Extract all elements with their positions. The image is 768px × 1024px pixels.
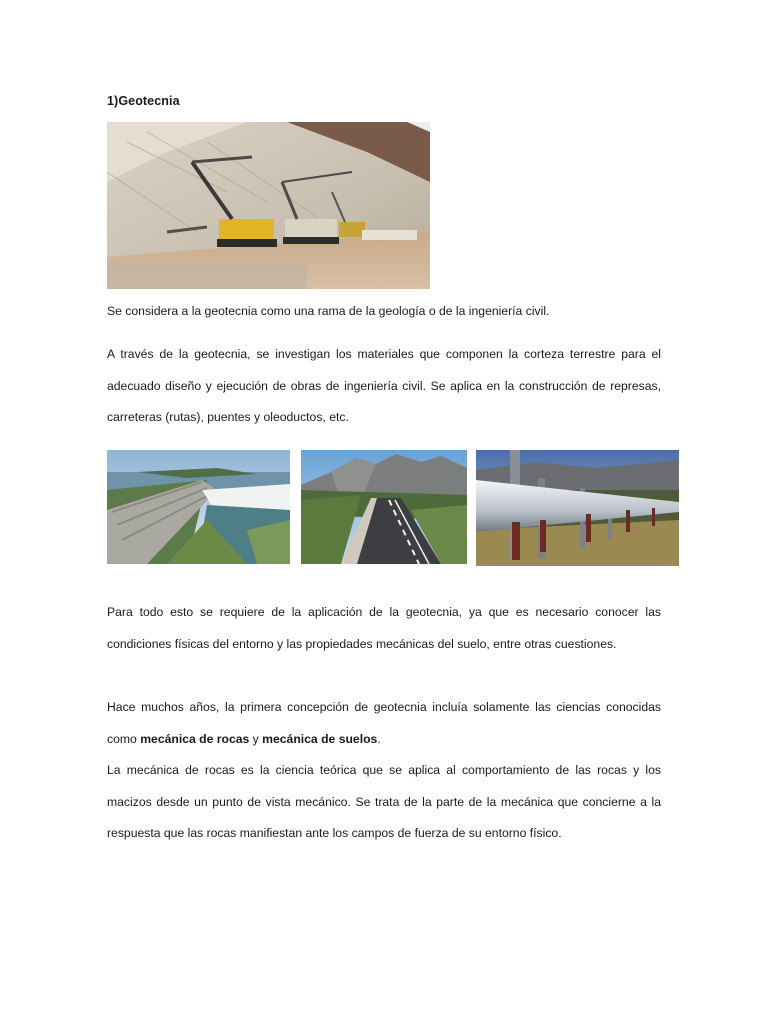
section-heading: 1)Geotecnia <box>107 94 180 108</box>
materials-paragraph: A través de la geotecnia, se investigan los materiales que componen la corteza terrestre para el adecuado diseño y ejecución de obras de ingeniería civil. Se aplica en la construcción de represas, carreteras (rutas), puentes y oleoductos, etc. <box>107 347 661 424</box>
history-end: . <box>377 731 381 746</box>
drilling-rigs-photo <box>107 122 430 289</box>
history-paragraph <box>107 692 661 755</box>
dam-photo <box>107 450 290 564</box>
intro-paragraph: Se considera a la geotecnia como una rama de la geología o de la ingeniería civil. <box>107 304 550 318</box>
history-text: Hace muchos años, la primera concepción de geotecnia incluía solamente las ciencias conocidas como <box>107 700 661 746</box>
requirements-paragraph: Para todo esto se requiere de la aplicación de la geotecnia, ya que es necesario conocer las condiciones físicas del entorno y las propiedades mecánicas del suelo, entre otras cuestiones. <box>107 605 661 651</box>
pipeline-photo <box>476 450 679 566</box>
rock-mechanics-paragraph: La mecánica de rocas es la ciencia teórica que se aplica al comportamiento de las rocas y los macizos desde un punto de vista mecánico. Se trata de la parte de la mecánica que concierne a la respuesta que las rocas manifiestan ante los campos de fuerza de su entorno físico. <box>107 763 661 840</box>
term-soil-mechanics: mecánica de suelos <box>262 731 378 746</box>
history-joiner: y <box>249 731 263 746</box>
road-photo <box>301 450 467 564</box>
term-rock-mechanics: mecánica de rocas <box>140 731 250 746</box>
